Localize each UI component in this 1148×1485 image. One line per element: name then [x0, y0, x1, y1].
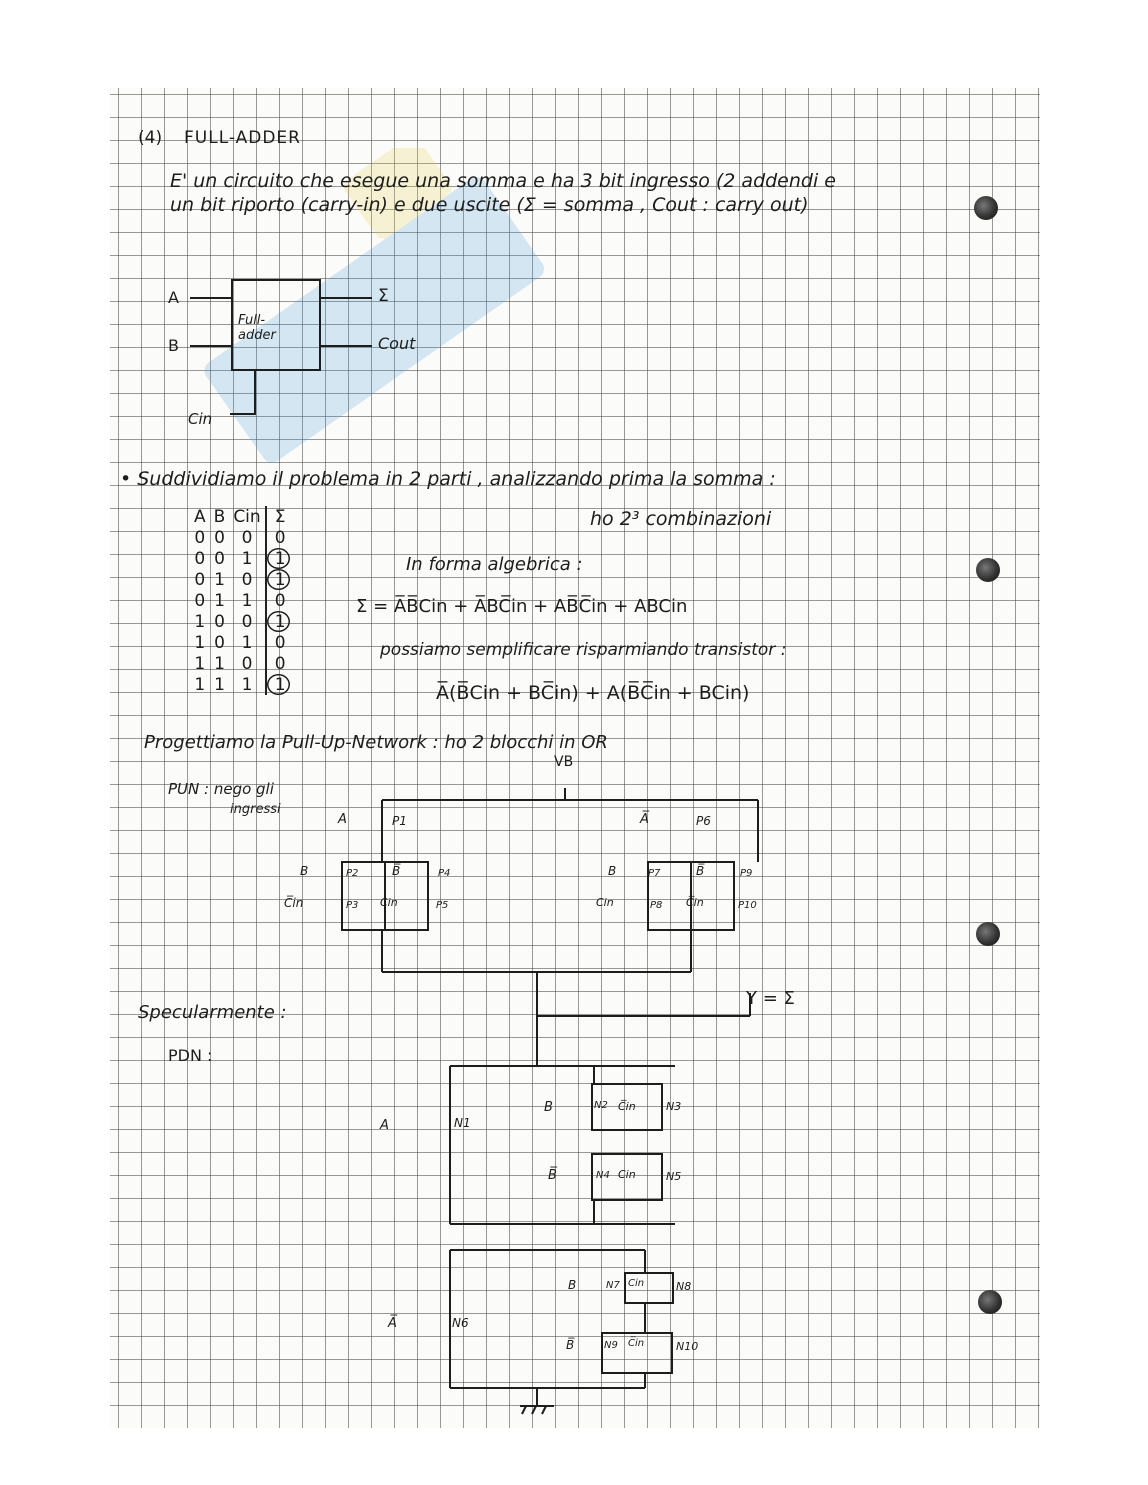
input-b-label: B [168, 336, 179, 355]
vdd-label: VB [554, 754, 574, 770]
input-cell: 1 [194, 653, 206, 674]
pun-title: Progettiamo la Pull-Up-Network : ho 2 blocchi in OR [144, 732, 608, 753]
n6-name: N6 [452, 1316, 469, 1330]
p6-gate: A̅ [640, 812, 649, 827]
input-cell: 0 [241, 569, 253, 590]
intro-line-2: un bit riporto (carry-in) e due uscite (Σ = somma , Cout : carry out) [170, 194, 809, 216]
input-cell: 0 [214, 527, 225, 548]
truth-table-row [190, 548, 290, 569]
input-cell: 0 [214, 611, 225, 632]
p5-gate: Cin [380, 896, 398, 909]
output-sum-label: Σ [378, 286, 389, 306]
sum-cell: 0 [266, 653, 290, 674]
n10-gate: C̅in [628, 1338, 645, 1349]
simplify-note: possiamo semplificare risparmiando transistor : [380, 640, 787, 660]
header-a: A [194, 506, 206, 527]
notebook-page [110, 88, 1040, 1428]
pdn-label: PDN : [168, 1046, 213, 1065]
intro-line-1: E' un circuito che esegue una somma e ha 3 bit ingresso (2 addendi e [170, 170, 836, 192]
p1-gate: A [338, 812, 347, 827]
input-cell: 0 [194, 569, 206, 590]
sum-cell: 1 [266, 569, 290, 590]
circuit-diagrams [110, 88, 1040, 1428]
input-cell: 1 [241, 548, 253, 569]
p3-name: P3 [346, 900, 359, 911]
p9-name: P9 [740, 868, 753, 879]
output-label: Y = Σ [746, 988, 795, 1009]
output-cout-label: Cout [378, 334, 416, 353]
input-cell: 1 [241, 632, 253, 653]
p8-name: P8 [650, 900, 663, 911]
header-sum: Σ [266, 506, 290, 527]
n9-gate: B̅ [566, 1338, 575, 1352]
truth-table-row [190, 569, 290, 590]
truth-table-row [190, 674, 290, 695]
n1-gate: A [380, 1118, 389, 1133]
n6-gate: A̅ [388, 1316, 397, 1331]
full-adder-label-2: adder [238, 328, 276, 343]
n4-gate: B̅ [548, 1168, 557, 1183]
sum-cell: 0 [266, 590, 290, 611]
input-cell: 0 [241, 527, 253, 548]
input-cell: 1 [241, 590, 253, 611]
p6-name: P6 [696, 814, 711, 828]
n4-name: N4 [596, 1170, 610, 1181]
p7-gate: B [608, 864, 617, 878]
input-cell: 1 [214, 569, 225, 590]
p10-name: P10 [738, 900, 757, 911]
input-cell: 0 [194, 590, 206, 611]
n9-name: N9 [604, 1340, 618, 1351]
p9-gate: B̅ [696, 864, 705, 878]
p7-name: P7 [648, 868, 661, 879]
input-cell: 0 [214, 548, 225, 569]
pun-label-2: ingressi [230, 802, 281, 817]
p2-gate: B [300, 864, 309, 878]
truth-table-row [190, 632, 290, 653]
truth-table-row [190, 611, 290, 632]
input-cell: 1 [214, 653, 225, 674]
input-cell: 1 [194, 611, 206, 632]
sum-cell: 1 [266, 611, 290, 632]
bullet-line: • Suddividiamo il problema in 2 parti , analizzando prima la somma : [120, 468, 776, 490]
sum-expression: Σ = A̅B̅Cin + A̅BC̅in + AB̅C̅in + ABCin [356, 596, 688, 617]
n1-name: N1 [454, 1116, 471, 1130]
n2-gate: B [544, 1100, 553, 1115]
sum-cell: 0 [266, 632, 290, 653]
input-cell: 1 [214, 674, 225, 695]
n5-name: N5 [666, 1170, 682, 1183]
truth-table-row [190, 590, 290, 611]
n3-gate: C̅in [618, 1100, 636, 1113]
p1-name: P1 [392, 814, 407, 828]
n5-gate: Cin [618, 1168, 636, 1181]
n10-name: N10 [676, 1340, 699, 1353]
binder-hole-1 [974, 196, 998, 220]
p5-name: P5 [436, 900, 449, 911]
p3-gate: C̅in [284, 896, 304, 910]
p8-gate: Cin [596, 896, 614, 909]
n8-gate: Cin [628, 1278, 645, 1289]
input-cell: 1 [214, 590, 225, 611]
p2-name: P2 [346, 868, 359, 879]
header-cin: Cin [233, 506, 261, 527]
heading-number: (4) [138, 128, 163, 148]
p10-gate: C̅in [686, 896, 704, 909]
binder-hole-4 [978, 1290, 1002, 1314]
header-b: B [213, 506, 226, 527]
pdn-intro: Specularmente : [138, 1002, 287, 1023]
algebraic-label: In forma algebrica : [406, 554, 583, 575]
full-adder-label-1: Full- [238, 313, 266, 328]
simplified-expression: A̅(B̅Cin + BC̅in) + A(B̅C̅in + BCin) [436, 682, 750, 704]
n7-gate: B [568, 1278, 577, 1292]
input-cell: 0 [194, 548, 206, 569]
input-cin-label: Cin [188, 410, 213, 428]
truth-table-row [190, 527, 290, 548]
sum-cell: 0 [266, 527, 290, 548]
input-cell: 0 [194, 527, 206, 548]
input-cell: 1 [194, 632, 206, 653]
binder-hole-3 [976, 922, 1000, 946]
sum-cell: 1 [266, 674, 290, 695]
pun-label: PUN : nego gli [168, 780, 274, 798]
truth-table [190, 506, 290, 695]
heading-title: FULL-ADDER [184, 128, 301, 148]
input-cell: 0 [241, 611, 253, 632]
truth-table-row [190, 653, 290, 674]
input-cell: 0 [241, 653, 253, 674]
input-cell: 0 [214, 632, 225, 653]
p4-name: P4 [438, 868, 451, 879]
n3-name: N3 [666, 1100, 682, 1113]
n7-name: N7 [606, 1280, 620, 1291]
n8-name: N8 [676, 1280, 692, 1293]
p4-gate: B̅ [392, 864, 401, 878]
n2-name: N2 [594, 1100, 608, 1111]
input-cell: 1 [194, 674, 206, 695]
binder-hole-2 [976, 558, 1000, 582]
sum-cell: 1 [266, 548, 290, 569]
combinations-note: ho 2³ combinazioni [590, 508, 772, 530]
input-cell: 1 [241, 674, 253, 695]
input-a-label: A [168, 288, 179, 307]
truth-table-header [190, 506, 290, 527]
